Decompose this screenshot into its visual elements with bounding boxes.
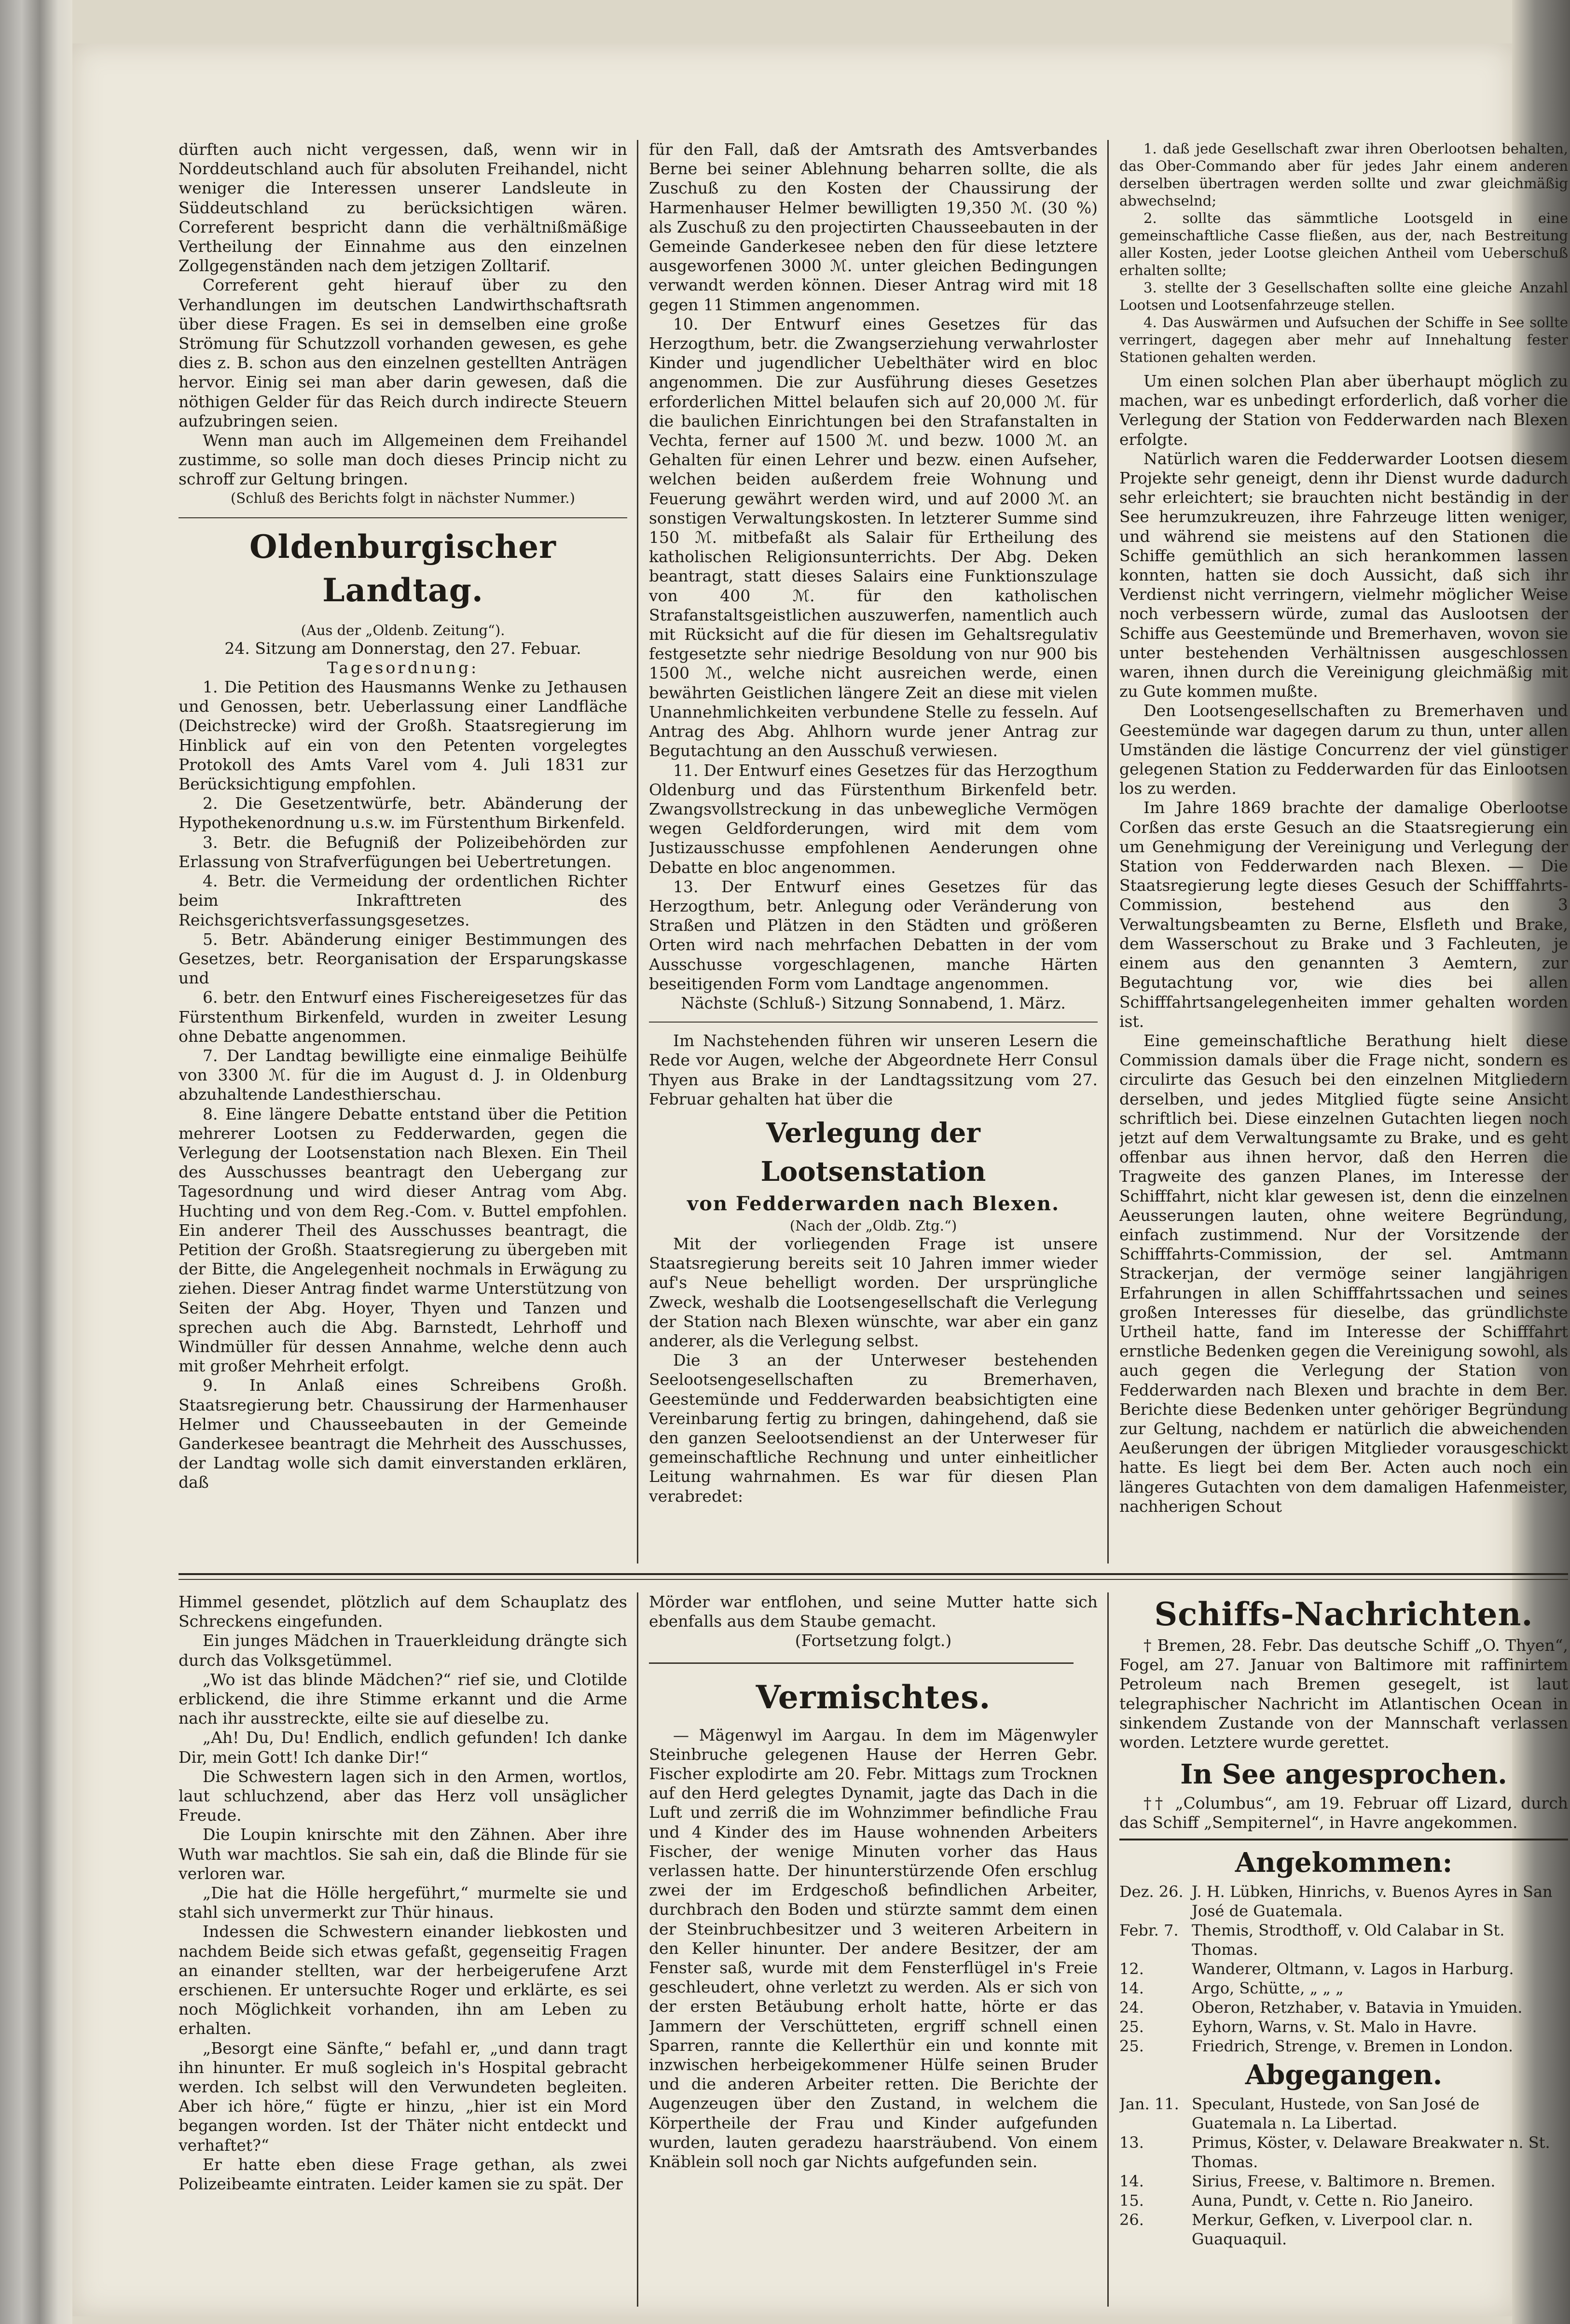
departure-text: Auna, Pundt, v. Cette n. Rio Janeiro. [1192,2191,1474,2210]
departure-row [1119,2133,1568,2172]
bottom-column-3 [1119,1592,1568,2307]
paragraph: Den Lootsengesellschaften zu Bremerhaven und Geestemünde war dagegen darum zu thun, unter allen Umständen die lästige Concurrenz der viel günstiger gelegenen Station zu Fedderwarden für das Einlootsen los zu werden. [1119,701,1568,798]
vermischtes-title: Vermischtes. [756,1678,991,1716]
arrival-text: Friedrich, Strenge, v. Bremen in London. [1192,2036,1514,2055]
paragraph: 11. Der Entwurf eines Gesetzes für das Herzogthum Oldenburg und das Fürstenthum Birkenfeld betr. Zwangsvollstreckung in das unbewegliche Vermögen wegen Geldforderungen, wird mit dem vom Justizausschusse empfohlenen Aenderungen ohne Debatte en bloc angenommen. [649,761,1098,877]
angekommen-title: Angekommen: [1235,1846,1453,1879]
next-session: Nächste (Schluß-) Sitzung Sonnabend, 1. März. [681,993,1066,1012]
arrival-text: Eyhorn, Warns, v. St. Malo in Havre. [1192,2017,1477,2036]
departure-date: 14. [1119,2172,1144,2190]
plan-point: 1. daß jede Gesellschaft zwar ihren Oberlootsen behalten, das Ober-Commando aber für jedes Jahr einem anderen derselben übertragen werden sollte und zwar gleichmäßig abwechselnd; [1119,140,1568,209]
column-2 [649,140,1098,1563]
arrival-date: Dez. 26. [1119,1882,1184,1901]
lootsen-title: Verlegung der Lootsenstation [760,1117,986,1188]
paragraph: 13. Der Entwurf eines Gesetzes für das Herzogthum, betr. Anlegung oder Veränderung von Straßen und Plätzen in den Städten und größeren Orten wird nach mehrfachen Debatten in der vom Ausschusse vorgeschlagenen, manche Härten beseitigenden Form vom Landtage angenommen. [649,877,1098,993]
paragraph: Eine gemeinschaftliche Berathung hielt diese Commission damals über die Frage nicht, sondern es circulirte das Gesuch bei den einzelnen Mitgliedern derselben, und jedes Mitglied fügte seine Ansicht schriftlich bei. Diese einzelnen Gutachten liegen noch jetzt auf dem Verwaltungsamte zu Brake, und es geht offenbar aus ihnen hervor, daß den Herren die Tragweite des ganzen Planes, im Interesse der Schifffahrt, nicht klar gewesen ist, denn die einzelnen Aeusserungen lauten, ohne weitere Begründung, einfach zustimmend. Nur der Vorsitzende der Schifffahrts-Commission, der sel. Amtmann Strackerjan, der vermöge seiner langjährigen Erfahrungen in allen Schifffahrtssachen und seines großen Interesses für dieselbe, das gründlichste Urtheil hatte, fand im Interesse der Schifffahrt ernstliche Bedenken gegen die Vereinigung sowohl, als auch gegen die Verlegung der Station von Fedderwarden nach Blexen und brachte in dem Ber. Berichte diese Bedenken unter gehöriger Begründung zur Geltung, nachdem er natürlich die abweichenden Aeußerungen der übrigen Mitglieder vorausgeschickt hatte. Es liegt bei dem Ber. Acten auch noch ein längeres Gutachten von dem damaligen Hafenmeister, nachherigen Schout [1119,1031,1568,1516]
agenda-item: 7. Der Landtag bewilligte eine einmalige Beihülfe von 3300 ℳ. für die im August d. J. in Oldenburg abzuhaltende Landesthierschau. [179,1046,627,1104]
agenda-item: 6. betr. den Entwurf eines Fischereigesetzes für das Fürstenthum Birkenfeld, wurden in zweiter Lesung ohne Debatte angenommen. [179,988,627,1046]
paragraph: dürften auch nicht vergessen, daß, wenn wir in Norddeutschland auch für absoluten Freihandel, nicht weniger die Interessen unserer Landsleute in Süddeutschland zu berücksichtigen wären. Correferent bespricht dann die verhältnißmäßige Vertheilung der Einnahme aus den einzelnen Zollgegenständen nach dem jetzigen Zolltarif. [179,140,627,276]
arrivals-list [1119,1882,1568,2056]
story-paragraph: Ein junges Mädchen in Trauerkleidung drängte sich durch das Volksgetümmel. [179,1631,627,1670]
arrival-text: Oberon, Retzhaber, v. Batavia in Ymuiden. [1192,1998,1523,2017]
departure-text: Sirius, Freese, v. Baltimore n. Bremen. [1192,2172,1496,2190]
column-rule [1107,1592,1109,2307]
continuation-note: (Schluß des Berichts folgt in nächster Nummer.) [231,489,575,506]
arrival-date: 24. [1119,1998,1144,2017]
divider [179,517,627,518]
arrival-date: Febr. 7. [1119,1921,1179,1939]
lootsen-source: (Nach der „Oldb. Ztg.“) [789,1217,957,1234]
agenda-item: 1. Die Petition des Hausmanns Wenke zu Jethausen und Genossen, betr. Ueberlassung einer Landfläche (Deichstrecke) wird der Großh. Staatsregierung im Hinblick auf ein von den Petenten vorgelegtes Protokoll des Amts Varel vom 4. Juli 1831 zur Berücksichtigung empfohlen. [179,678,627,794]
plan-point: 4. Das Auswärmen und Aufsuchen der Schiffe in See sollte verringert, dagegen aber mehr auf Innehaltung fester Stationen gehalten werden. [1119,314,1568,365]
newspaper-page [72,43,1568,2316]
arrival-row [1119,1882,1568,1921]
departures-list [1119,2094,1568,2249]
departure-row [1119,2210,1568,2249]
column-rule [637,1592,638,2307]
departure-row [1119,2094,1568,2133]
news-paragraph: — Mägenwyl im Aargau. In dem im Mägenwyler Steinbruche gelegenen Hause der Herren Gebr. Fischer explodirte am 20. Febr. Mittags zum Trocknen auf den Herd gelegtes Dynamit, jagte das Dach in die Luft und zerriß die im Wohnzimmer befindliche Frau und 4 Kinder des im Hause wohnenden Arbeiters Fischer, der wenige Minuten vorher das Haus verlassen hatte. Der hinunterstürzende Ofen erschlug zwei der im Erdgeschoß befindlichen Arbeiter, durchbrach den Boden und stürzte sammt dem einen der Steinbruchbesitzer und 3 weiteren Arbeitern in den Keller hinunter. Der andere Besitzer, der am Fenster saß, wurde mit dem Fensterflügel in's Freie geschleudert, ohne verletzt zu werden. Als er sich von der ersten Betäubung erholt hatte, hörte er das Jammern der Verschütteten, ergriff schnell einen Sparren, rannte die Kellerthür ein und konnte mit inzwischen herbeigekommener Hülfe seinen Bruder und die anderen Arbeiter retten. Die Berichte der Augenzeugen über den Zustand, in welchem die Körpertheile der Frau und Kinder aufgefunden wurden, lauten geradezu haarsträubend. Von einem Knäblein soll noch gar Nichts aufgefunden sein. [649,1725,1098,2172]
departure-date: Jan. 11. [1119,2094,1179,2113]
departure-text: Merkur, Gefken, v. Liverpool clar. n. Guaquaquil. [1192,2210,1473,2248]
see-title: In See angesprochen. [1180,1758,1507,1791]
paragraph: Mit der vorliegenden Frage ist unsere Staatsregierung bereits seit 10 Jahren immer wieder auf's Neue behelligt worden. Der ursprüngliche Zweck, weshalb die Lootsengesellschaft die Verlegung der Station nach Blexen wünschte, war aber ein ganz anderer, als die Verlegung selbst. [649,1234,1098,1350]
feuilleton-rule [179,1573,1568,1575]
divider [649,1662,1074,1664]
paragraph: Im Jahre 1869 brachte der damalige Oberlootse Corßen das erste Gesuch an die Staatsregierung ein um Genehmigung der Vereinigung und Verlegung der Station von Fedderwarden nach Blexen. — Die Staatsregierung legte dieses Gesuch der Schifffahrts-Commission, bestehend aus den 3 Verwaltungsbeamten zu Berne, Elsfleth und Brake, dem Wasserschout zu Brake und 3 Fachleuten, je einem aus den genannten 3 Aemtern, zur Begutachtung vor, wie dies bei allen Schifffahrtsangelegenheiten immer gehalten worden ist. [1119,798,1568,1031]
arrival-row [1119,1978,1568,1998]
intro-paragraph: Im Nachstehenden führen wir unseren Lesern die Rede vor Augen, welche der Abgeordnete Herr Consul Thyen aus Brake in der Landtagssitzung vom 27. Februar gehalten hat über die [649,1031,1098,1108]
column-1 [179,140,627,1563]
paragraph: Wenn man auch im Allgemeinen dem Freihandel zustimme, so solle man doch dieses Princip nicht zu schroff zur Geltung bringen. [179,431,627,489]
agenda-item: 3. Betr. die Befugniß der Polizeibehörden zur Erlassung von Strafverfügungen bei Uebertretungen. [179,832,627,871]
plan-point: 2. sollte das sämmtliche Lootsgeld in eine gemeinschaftliche Casse fließen, aus der, nach Bestreitung aller Kosten, jeder Lootse gleichen Antheil vom Ueberschuß erhalten sollte; [1119,210,1568,278]
arrival-date: 12. [1119,1959,1144,1978]
story-paragraph: „Ah! Du, Du! Endlich, endlich gefunden! Ich danke Dir, mein Gott! Ich danke Dir!“ [179,1728,627,1767]
paragraph: für den Fall, daß der Amtsrath des Amtsverbandes Berne bei seiner Ablehnung beharren sollte, die als Zuschuß zu den Kosten der Chaussirung der Harmenhauser Helmer bewilligten 19,350 ℳ. (30 %) als Zuschuß zu den projectirten Chausseebauten in der Gemeinde Ganderkesee neben den für diese letztere ausgeworfenen 3000 ℳ. unter gleichen Bedingungen verwandt werden können. Dieser Antrag wird mit 18 gegen 11 Stimmen angenommen. [649,140,1098,314]
abgegangen-title: Abgegangen. [1245,2059,1443,2091]
story-paragraph: Indessen die Schwestern einander liebkosten und nachdem Beide sich etwas gefaßt, gegenseitig Fragen an einander stellten, war der herbeigerufene Arzt erschienen. Er untersuchte Roger und erklärte, es sei noch Möglichkeit vorhanden, ihn am Leben zu erhalten. [179,1922,627,2038]
story-paragraph: „Besorgt eine Sänfte,“ befahl er, „und dann tragt ihn hinunter. Er muß sogleich in's Hospital gebracht werden. Ich selbst will den Verwundeten begleiten. Aber ich höre,“ fügte er hinzu, „hier ist ein Mord begangen worden. Ist der Thäter nicht entdeckt und verhaftet?“ [179,2038,627,2155]
arrival-row [1119,2017,1568,2036]
paragraph: Correferent geht hierauf über zu den Verhandlungen im deutschen Landwirthschaftsrath über diese Fragen. Es sei in demselben eine große Strömung für Schutzzoll vorhanden gewesen, es gehe dies z. B. schon aus den einzelnen gestellten Anträgen hervor. Einig sei man aber darin gewesen, daß die nöthigen Gelder für das Reich durch indirecte Steuern aufzubringen seien. [179,276,627,430]
column-rule [637,140,638,1563]
ship-report: † Bremen, 28. Febr. Das deutsche Schiff „O. Thyen“, Fogel, am 27. Januar von Baltimore mit raffinirtem Petroleum nach Bremen gesegelt, ist laut telegraphischer Nachricht im Atlantischen Ocean in sinkendem Zustande von der Mannschaft verlassen worden. Letztere wurde gerettet. [1119,1636,1568,1752]
arrival-date: 25. [1119,2036,1144,2055]
departure-date: 13. [1119,2133,1144,2152]
departure-text: Primus, Köster, v. Delaware Breakwater n. St. Thomas. [1192,2133,1550,2171]
departure-row [1119,2191,1568,2210]
departure-row [1119,2172,1568,2191]
schiffs-title: Schiffs-Nachrichten. [1154,1595,1533,1633]
departure-date: 15. [1119,2191,1144,2210]
arrival-row [1119,1921,1568,1959]
feuilleton-rule-2 [179,1579,1568,1580]
arrival-date: 25. [1119,2017,1144,2036]
arrival-text: Wanderer, Oltmann, v. Lagos in Harburg. [1192,1959,1514,1978]
agenda-item: 2. Die Gesetzentwürfe, betr. Abänderung der Hypothekenordnung u.s.w. im Fürstenthum Birkenfeld. [179,794,627,832]
scan-binding-edge [0,0,72,2324]
story-paragraph: Mörder war entflohen, und seine Mutter hatte sich ebenfalls aus dem Staube gemacht. [649,1592,1098,1631]
agenda-item: 8. Eine längere Debatte entstand über die Petition mehrerer Lootsen zu Fedderwarden, gegen die Verlegung der Lootsenstation nach Blexen. Ein Theil des Ausschusses beantragt den Uebergang zur Tagesordnung und wird dieser Antrag vom Abg. Huchting und von dem Reg.-Com. v. Buttel empfohlen. Ein anderer Theil des Ausschusses beantragt, die Petition der Großh. Staatsregierung zu übergeben mit der Bitte, die Angelegenheit nochmals in Erwägung zu ziehen. Dieser Antrag findet warme Unterstützung von Seiten der Abg. Hoyer, Thyen und Tanzen und sprechen auch die Abg. Barnstedt, Lehrhoff und Windmüller für dessen Annahme, welche denn auch mit großer Mehrheit erfolgt. [179,1104,627,1376]
ship-report: †† „Columbus“, am 19. Februar off Lizard, durch das Schiff „Sempiternel“, in Havre angekommen. [1119,1794,1568,1832]
arrival-text: Themis, Strodthoff, v. Old Calabar in St. Thomas. [1192,1921,1505,1959]
arrival-row [1119,2036,1568,2056]
divider [649,1022,1098,1023]
agenda-item: 4. Betr. die Vermeidung der ordentlichen Richter beim Inkrafttreten des Reichsgerichtsverfassungsgesetzes. [179,872,627,929]
departure-date: 26. [1119,2210,1144,2229]
story-paragraph: Himmel gesendet, plötzlich auf dem Schauplatz des Schreckens eingefunden. [179,1592,627,1631]
paragraph: Um einen solchen Plan aber überhaupt möglich zu machen, war es unbedingt erforderlich, daß vorher die Verlegung der Station von Fedderwarden nach Blexen erfolgte. [1119,372,1568,449]
story-paragraph: „Die hat die Hölle hergeführt,“ murmelte sie und stahl sich unvermerkt zur Thür hinaus. [179,1883,627,1922]
landtag-agenda-title: Tagesordnung: [327,658,479,677]
plan-point: 3. stellte der 3 Gesellschaften sollte eine gleiche Anzahl Lootsen und Lootsenfahrzeuge stellen. [1119,279,1568,313]
bottom-column-1 [179,1592,627,2307]
landtag-source: (Aus der „Oldenb. Zeitung“). [301,622,505,638]
continuation-note: (Fortsetzung folgt.) [795,1631,952,1650]
arrival-text: J. H. Lübken, Hinrichs, v. Buenos Ayres in San José de Guatemala. [1192,1882,1553,1920]
divider [1119,1839,1568,1840]
column-3 [1119,140,1568,1563]
departure-text: Speculant, Hustede, von San José de Guatemala n. La Libertad. [1192,2094,1480,2132]
story-paragraph: Die Loupin knirschte mit den Zähnen. Aber ihre Wuth war machtlos. Sie sah ein, daß die Blinde für sie verloren war. [179,1825,627,1883]
bottom-column-2 [649,1592,1098,2307]
agenda-item: 5. Betr. Abänderung einiger Bestimmungen des Gesetzes, betr. Reorganisation der Ersparungskasse und [179,929,627,988]
arrival-text: Argo, Schütte, „ „ „ [1192,1978,1344,1997]
story-paragraph: Die Schwestern lagen sich in den Armen, wortlos, laut schluchzend, aber das Herz voll unsäglicher Freude. [179,1767,627,1825]
paragraph: Die 3 an der Unterweser bestehenden Seelootsengesellschaften zu Bremerhaven, Geestemünde und Fedderwarden beabsichtigten eine Vereinbarung fertig zu bringen, dahingehend, daß sie den ganzen Seelootsendienst an der Unterweser für gemeinschaftliche Rechnung und unter einheitlicher Leitung wahrnahmen. Es war für diesen Plan verabredet: [649,1351,1098,1506]
arrival-row [1119,1998,1568,2017]
landtag-title: Oldenburgischer Landtag. [249,527,556,609]
column-rule [1107,140,1109,1563]
lootsen-subtitle: von Fedderwarden nach Blexen. [687,1192,1060,1215]
paragraph: Natürlich waren die Fedderwarder Lootsen diesem Projekte sehr geneigt, denn ihr Dienst wurde dadurch sehr erleichtert; sie brauchten nicht beständig in der See herumzukreuzen, ihre Fahrzeuge litten weniger, und während sie meistens auf den Stationen die Schiffe gemüthlich an sich herankommen lassen konnten, hatten sie doch Aussicht, daß sich ihr Verdienst nicht verringern, vielmehr möglicher Weise noch verbessern würde, zumal das Auslootsen der Schiffe aus Geestemünde und Bremerhaven, wovon sie unter bestehenden Verhältnissen ausgeschlossen waren, ihnen durch die Vereinigung gleichmäßig mit zu Gute kommen mußte. [1119,449,1568,701]
paragraph: 10. Der Entwurf eines Gesetzes für das Herzogthum, betr. die Zwangserziehung verwahrloster Kinder und jugendlicher Uebelthäter wird en bloc angenommen. Die zur Ausführung dieses Gesetzes erforderlichen Mittel belaufen sich auf 20,000 ℳ. für die baulichen Einrichtungen bei den Strafanstalten in Vechta, ferner auf 1500 ℳ. und bezw. 1000 ℳ. an Gehalten für einen Lehrer und bezw. einen Aufseher, welchen beiden außerdem freie Wohnung und Feuerung gewährt werden wird, und auf 2000 ℳ. an sonstigen Verwaltungskosten. In letzterer Summe sind 150 ℳ. mitbefaßt als Salair für Ertheilung des katholischen Religionsunterrichts. Der Abg. Deken beantragt, statt dieses Salairs eine Funktionszulage von 400 ℳ. für den katholischen Strafanstaltsgeistlichen auszuwerfen, namentlich auch mit Rücksicht auf die für diesen im Gehaltsregulativ festgesetzte sehr niedrige Besoldung von nur 900 bis 1500 ℳ., welche nicht ausreichen werde, einen bewährten Geistlichen längere Zeit an diese mit vielen Unannehmlichkeiten verbundene Stelle zu fesseln. Auf Antrag des Abg. Ahlhorn wurde jener Antrag zur Begutachtung an den Ausschuß verwiesen. [649,314,1098,761]
arrival-date: 14. [1119,1978,1144,1997]
story-paragraph: „Wo ist das blinde Mädchen?“ rief sie, und Clotilde erblickend, die ihre Stimme erkannt und die Arme nach ihr ausstreckte, eilte sie auf dieselbe zu. [179,1670,627,1728]
landtag-session: 24. Sitzung am Donnerstag, den 27. Febuar. [224,638,581,658]
agenda-item: 9. In Anlaß eines Schreibens Großh. Staatsregierung betr. Chaussirung der Harmenhauser Helmer und Chausseebauten in der Gemeinde Ganderkesee beantragt die Mehrheit des Ausschusses, der Landtag wolle sich damit einverstanden erklären, daß [179,1376,627,1492]
story-paragraph: Er hatte eben diese Frage gethan, als zwei Polizeibeamte eintraten. Leider kamen sie zu spät. Der [179,2155,627,2194]
arrival-row [1119,1959,1568,1978]
